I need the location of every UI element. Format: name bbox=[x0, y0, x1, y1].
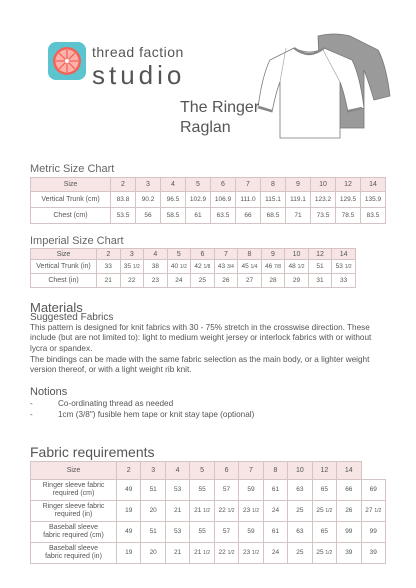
row-label: Chest (cm) bbox=[31, 208, 111, 224]
raglan-tshirt-icon bbox=[256, 30, 396, 140]
table-cell: 25 1/2 bbox=[312, 543, 336, 564]
table-cell: 55 bbox=[190, 480, 214, 501]
table-cell: 28 bbox=[261, 274, 285, 288]
table-cell: 21 bbox=[165, 501, 189, 522]
table-cell: 99 bbox=[361, 522, 385, 543]
notion-item bbox=[30, 409, 254, 420]
table-cell: 61 bbox=[263, 522, 287, 543]
metric-size-table bbox=[30, 177, 386, 224]
table-cell: 57 bbox=[214, 522, 238, 543]
table-cell: 29 bbox=[285, 274, 309, 288]
table-cell: 27 bbox=[238, 274, 262, 288]
table-cell: 22 1/2 bbox=[214, 501, 238, 522]
table-cell: 23 bbox=[144, 274, 168, 288]
column-header: 8 bbox=[238, 249, 262, 260]
table-row bbox=[31, 208, 386, 224]
column-header: 3 bbox=[136, 178, 161, 192]
table-cell: 58.5 bbox=[161, 208, 186, 224]
column-header: 8 bbox=[261, 178, 286, 192]
column-header: 5 bbox=[186, 178, 211, 192]
table-cell: 33 bbox=[332, 274, 356, 288]
column-header: 7 bbox=[239, 462, 263, 480]
table-cell: 51 bbox=[308, 260, 332, 274]
table-cell: 78.5 bbox=[336, 208, 361, 224]
table-cell: 27 1/2 bbox=[361, 501, 385, 522]
table-cell: 49 bbox=[117, 480, 141, 501]
table-cell: 63.5 bbox=[211, 208, 236, 224]
table-cell: 83.8 bbox=[111, 192, 136, 208]
fabric-requirements-heading: Fabric requirements bbox=[30, 444, 155, 460]
table-row bbox=[31, 501, 386, 522]
table-cell: 99 bbox=[337, 522, 361, 543]
table-cell: 129.5 bbox=[336, 192, 361, 208]
table-cell: 106.9 bbox=[211, 192, 236, 208]
column-header-size: Size bbox=[31, 462, 117, 480]
materials-paragraph-2: The bindings can be made with the same fabric selection as the main body, or a lighter weight version thereof, or with a light weight rib knit. bbox=[30, 355, 370, 375]
table-cell: 111.0 bbox=[236, 192, 261, 208]
row-label: Vertical Trunk (in) bbox=[31, 260, 97, 274]
column-header: 10 bbox=[288, 462, 312, 480]
column-header: 2 bbox=[117, 462, 141, 480]
table-cell: 65 bbox=[312, 522, 336, 543]
column-header: 6 bbox=[191, 249, 215, 260]
table-cell: 102.9 bbox=[186, 192, 211, 208]
table-cell: 48 1/2 bbox=[285, 260, 309, 274]
table-cell: 40 1/2 bbox=[167, 260, 191, 274]
column-header: 14 bbox=[337, 462, 361, 480]
column-header: 5 bbox=[190, 462, 214, 480]
table-cell: 46 7/8 bbox=[261, 260, 285, 274]
column-header: 10 bbox=[285, 249, 309, 260]
table-cell: 63 bbox=[288, 480, 312, 501]
table-cell: 66 bbox=[337, 480, 361, 501]
column-header: 6 bbox=[211, 178, 236, 192]
table-cell: 61 bbox=[263, 480, 287, 501]
column-header: 8 bbox=[263, 462, 287, 480]
row-label bbox=[31, 543, 117, 564]
table-cell: 33 bbox=[97, 260, 121, 274]
column-header: 3 bbox=[120, 249, 144, 260]
notion-bullet: - bbox=[30, 410, 33, 419]
product-title-line2: Raglan bbox=[180, 119, 231, 136]
table-cell: 63 bbox=[288, 522, 312, 543]
column-header: 12 bbox=[336, 178, 361, 192]
column-header: 9 bbox=[261, 249, 285, 260]
notion-bullet: - bbox=[30, 399, 33, 408]
table-cell: 20 bbox=[141, 501, 165, 522]
table-cell: 65 bbox=[312, 480, 336, 501]
table-row bbox=[31, 192, 386, 208]
table-cell: 38 bbox=[144, 260, 168, 274]
table-cell: 66 bbox=[236, 208, 261, 224]
table-cell: 73.5 bbox=[311, 208, 336, 224]
row-label bbox=[31, 522, 117, 543]
column-header: 7 bbox=[236, 178, 261, 192]
table-cell: 57 bbox=[214, 480, 238, 501]
materials-paragraph-1: This pattern is designed for knit fabrics with 30 - 75% stretch in the crosswise direction. These include (but are not limited to): light to medium weight jersey or interlock fabrics with or without lycra or spandex. bbox=[30, 323, 372, 353]
column-header: 6 bbox=[214, 462, 238, 480]
column-header: 3 bbox=[141, 462, 165, 480]
row-label-line: Ringer sleeve fabric bbox=[42, 503, 105, 510]
table-cell: 53 bbox=[165, 522, 189, 543]
column-header: 14 bbox=[361, 178, 386, 192]
table-cell: 21 bbox=[97, 274, 121, 288]
row-label: Chest (in) bbox=[31, 274, 97, 288]
column-header: 4 bbox=[161, 178, 186, 192]
table-cell: 61 bbox=[186, 208, 211, 224]
materials-heading: Materials bbox=[30, 300, 83, 315]
metric-chart-heading: Metric Size Chart bbox=[30, 163, 115, 175]
column-header-size: Size bbox=[31, 249, 97, 260]
table-cell: 24 bbox=[263, 501, 287, 522]
table-cell: 19 bbox=[117, 501, 141, 522]
table-cell: 24 bbox=[167, 274, 191, 288]
column-header: 5 bbox=[167, 249, 191, 260]
table-cell: 25 bbox=[288, 501, 312, 522]
product-title-line1: The Ringer bbox=[180, 99, 260, 116]
table-cell: 53 bbox=[165, 480, 189, 501]
raglan-tshirt-illustration bbox=[256, 30, 396, 145]
row-label-line: required (in) bbox=[54, 511, 93, 518]
table-cell: 21 1/2 bbox=[190, 543, 214, 564]
table-cell: 68.5 bbox=[261, 208, 286, 224]
fabric-requirements-table bbox=[30, 461, 386, 564]
table-cell: 83.5 bbox=[361, 208, 386, 224]
table-cell: 123.2 bbox=[311, 192, 336, 208]
row-label-line: fabric required (in) bbox=[45, 553, 102, 560]
column-header: 12 bbox=[312, 462, 336, 480]
brand-name-line2: studio bbox=[92, 60, 186, 90]
row-label bbox=[31, 480, 117, 501]
table-cell: 20 bbox=[141, 543, 165, 564]
table-cell: 23 1/2 bbox=[239, 501, 263, 522]
table-cell: 25 1/2 bbox=[312, 501, 336, 522]
table-cell: 55 bbox=[190, 522, 214, 543]
table-cell: 43 3/4 bbox=[214, 260, 238, 274]
table-cell: 59 bbox=[239, 480, 263, 501]
table-cell: 115.1 bbox=[261, 192, 286, 208]
row-label: Vertical Trunk (cm) bbox=[31, 192, 111, 208]
table-cell: 56 bbox=[136, 208, 161, 224]
table-cell: 90.2 bbox=[136, 192, 161, 208]
row-label-line: required (cm) bbox=[52, 490, 95, 497]
table-cell: 24 bbox=[263, 543, 287, 564]
table-row bbox=[31, 260, 356, 274]
row-label-line: Baseball sleeve bbox=[48, 545, 99, 552]
table-row bbox=[31, 543, 386, 564]
column-header-size: Size bbox=[31, 178, 111, 192]
table-cell: 45 1/4 bbox=[238, 260, 262, 274]
table-cell: 96.5 bbox=[161, 192, 186, 208]
table-cell: 49 bbox=[117, 522, 141, 543]
table-cell: 25 bbox=[191, 274, 215, 288]
brand-logo bbox=[48, 42, 86, 80]
table-cell: 26 bbox=[214, 274, 238, 288]
column-header: 14 bbox=[332, 249, 356, 260]
table-row bbox=[31, 274, 356, 288]
row-label-line: Baseball sleeve bbox=[48, 524, 99, 531]
column-header: 7 bbox=[214, 249, 238, 260]
suggested-fabrics-heading: Suggested Fabrics bbox=[30, 312, 114, 323]
row-label-line: Ringer sleeve fabric bbox=[42, 482, 105, 489]
table-cell: 51 bbox=[141, 480, 165, 501]
row-label-line: fabric required (cm) bbox=[43, 532, 104, 539]
table-header-row bbox=[31, 249, 356, 260]
table-cell: 119.1 bbox=[286, 192, 311, 208]
column-header: 10 bbox=[311, 178, 336, 192]
column-header: 4 bbox=[144, 249, 168, 260]
table-cell: 51 bbox=[141, 522, 165, 543]
notion-text: Co-ordinating thread as needed bbox=[58, 399, 174, 408]
table-cell: 31 bbox=[308, 274, 332, 288]
column-header: 4 bbox=[165, 462, 189, 480]
column-header: 12 bbox=[308, 249, 332, 260]
table-cell: 53.5 bbox=[111, 208, 136, 224]
table-row bbox=[31, 480, 386, 501]
table-cell: 39 bbox=[337, 543, 361, 564]
table-header-row bbox=[31, 462, 386, 480]
table-cell: 22 bbox=[120, 274, 144, 288]
table-cell: 25 bbox=[288, 543, 312, 564]
table-cell: 35 1/2 bbox=[120, 260, 144, 274]
row-label bbox=[31, 501, 117, 522]
notions-heading: Notions bbox=[30, 386, 68, 398]
table-row bbox=[31, 522, 386, 543]
grapefruit-slice-icon bbox=[51, 45, 83, 77]
table-cell: 22 1/2 bbox=[214, 543, 238, 564]
product-title bbox=[180, 98, 259, 138]
notion-text: 1cm (3/8") fusible hem tape or knit stay tape (optional) bbox=[58, 410, 255, 419]
table-cell: 69 bbox=[361, 480, 385, 501]
table-cell: 21 bbox=[165, 543, 189, 564]
brand-name-line1: thread faction bbox=[92, 44, 184, 60]
table-cell: 71 bbox=[286, 208, 311, 224]
column-header: 2 bbox=[111, 178, 136, 192]
table-cell: 21 1/2 bbox=[190, 501, 214, 522]
table-cell: 42 1/8 bbox=[191, 260, 215, 274]
column-header: 2 bbox=[97, 249, 121, 260]
table-cell: 19 bbox=[117, 543, 141, 564]
notion-item bbox=[30, 398, 254, 409]
notions-list bbox=[30, 398, 254, 420]
table-cell: 23 1/2 bbox=[239, 543, 263, 564]
table-cell: 26 bbox=[337, 501, 361, 522]
imperial-chart-heading: Imperial Size Chart bbox=[30, 235, 124, 247]
imperial-size-table bbox=[30, 248, 356, 288]
table-header-row bbox=[31, 178, 386, 192]
column-header: 9 bbox=[286, 178, 311, 192]
table-cell: 59 bbox=[239, 522, 263, 543]
table-cell: 53 1/2 bbox=[332, 260, 356, 274]
table-cell: 135.9 bbox=[361, 192, 386, 208]
table-cell: 39 bbox=[361, 543, 385, 564]
